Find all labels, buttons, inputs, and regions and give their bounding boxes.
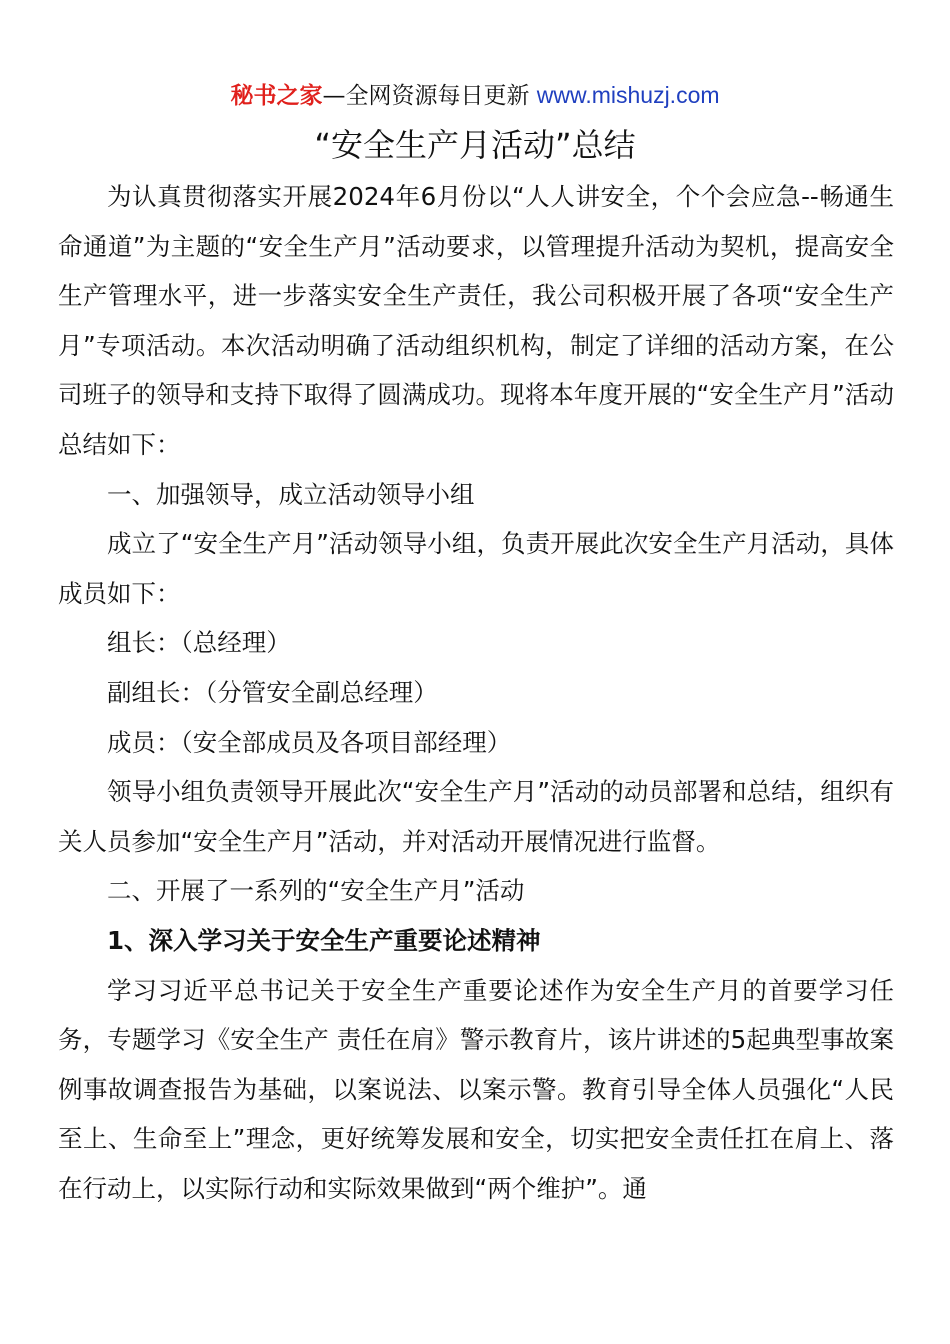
banner-tagline: —全网资源每日更新: [322, 83, 537, 109]
section-heading-2: 二、开展了一系列的“安全生产月”活动: [107, 876, 525, 906]
document-title: “安全生产月活动”总结: [314, 126, 636, 164]
site-url-link[interactable]: www.mishuzj.com: [536, 82, 720, 108]
intro-paragraph: 为认真贯彻落实开展2024年6月份以“人人讲安全，个个会应急--畅通生命通道”为主题的“安全生产月”活动要求，以管理提升活动为契机，提高安全生产管理水平，进一步落实安全生产责任，我公司积极开展了各项“安全生产月”专项活动。本次活动明确了活动组织机构，制定了详细的活动方案，在公司班子的领导和支持下取得了圆满成功。现将本年度开展的“安全生产月”活动总结如下：: [58, 182, 894, 459]
member-line-leader: 组长：（总经理）: [107, 628, 291, 658]
site-banner: [0, 78, 950, 113]
member-line-members: 成员：（安全部成员及各项目部经理）: [107, 727, 512, 757]
brand-name: 秘书之家: [230, 83, 323, 109]
member-line-deputy: 副组长：（分管安全副总经理）: [107, 677, 438, 707]
subsection-heading-1: 1、深入学习关于安全生产重要论述精神: [107, 925, 541, 955]
body-paragraph: 成立了“安全生产月”活动领导小组，负责开展此次安全生产月活动，具体成员如下：: [58, 529, 894, 608]
body-paragraph: 学习习近平总书记关于安全生产重要论述作为安全生产月的首要学习任务，专题学习《安全生产 责任在肩》警示教育片，该片讲述的5起典型事故案例事故调查报告为基础，以案说法、以案示警。教育引导全体人员强化“人民至上、生命至上”理念，更好统筹发展和安全，切实把安全责任扛在肩上、落在行动上，以实际行动和实际效果做到“两个维护”。通: [58, 975, 894, 1203]
document-body: [58, 172, 894, 1213]
section-heading-1: 一、加强领导，成立活动领导小组: [107, 479, 475, 509]
body-paragraph: 领导小组负责领导开展此次“安全生产月”活动的动员部署和总结，组织有关人员参加“安全生产月”活动，并对活动开展情况进行监督。: [58, 777, 894, 856]
